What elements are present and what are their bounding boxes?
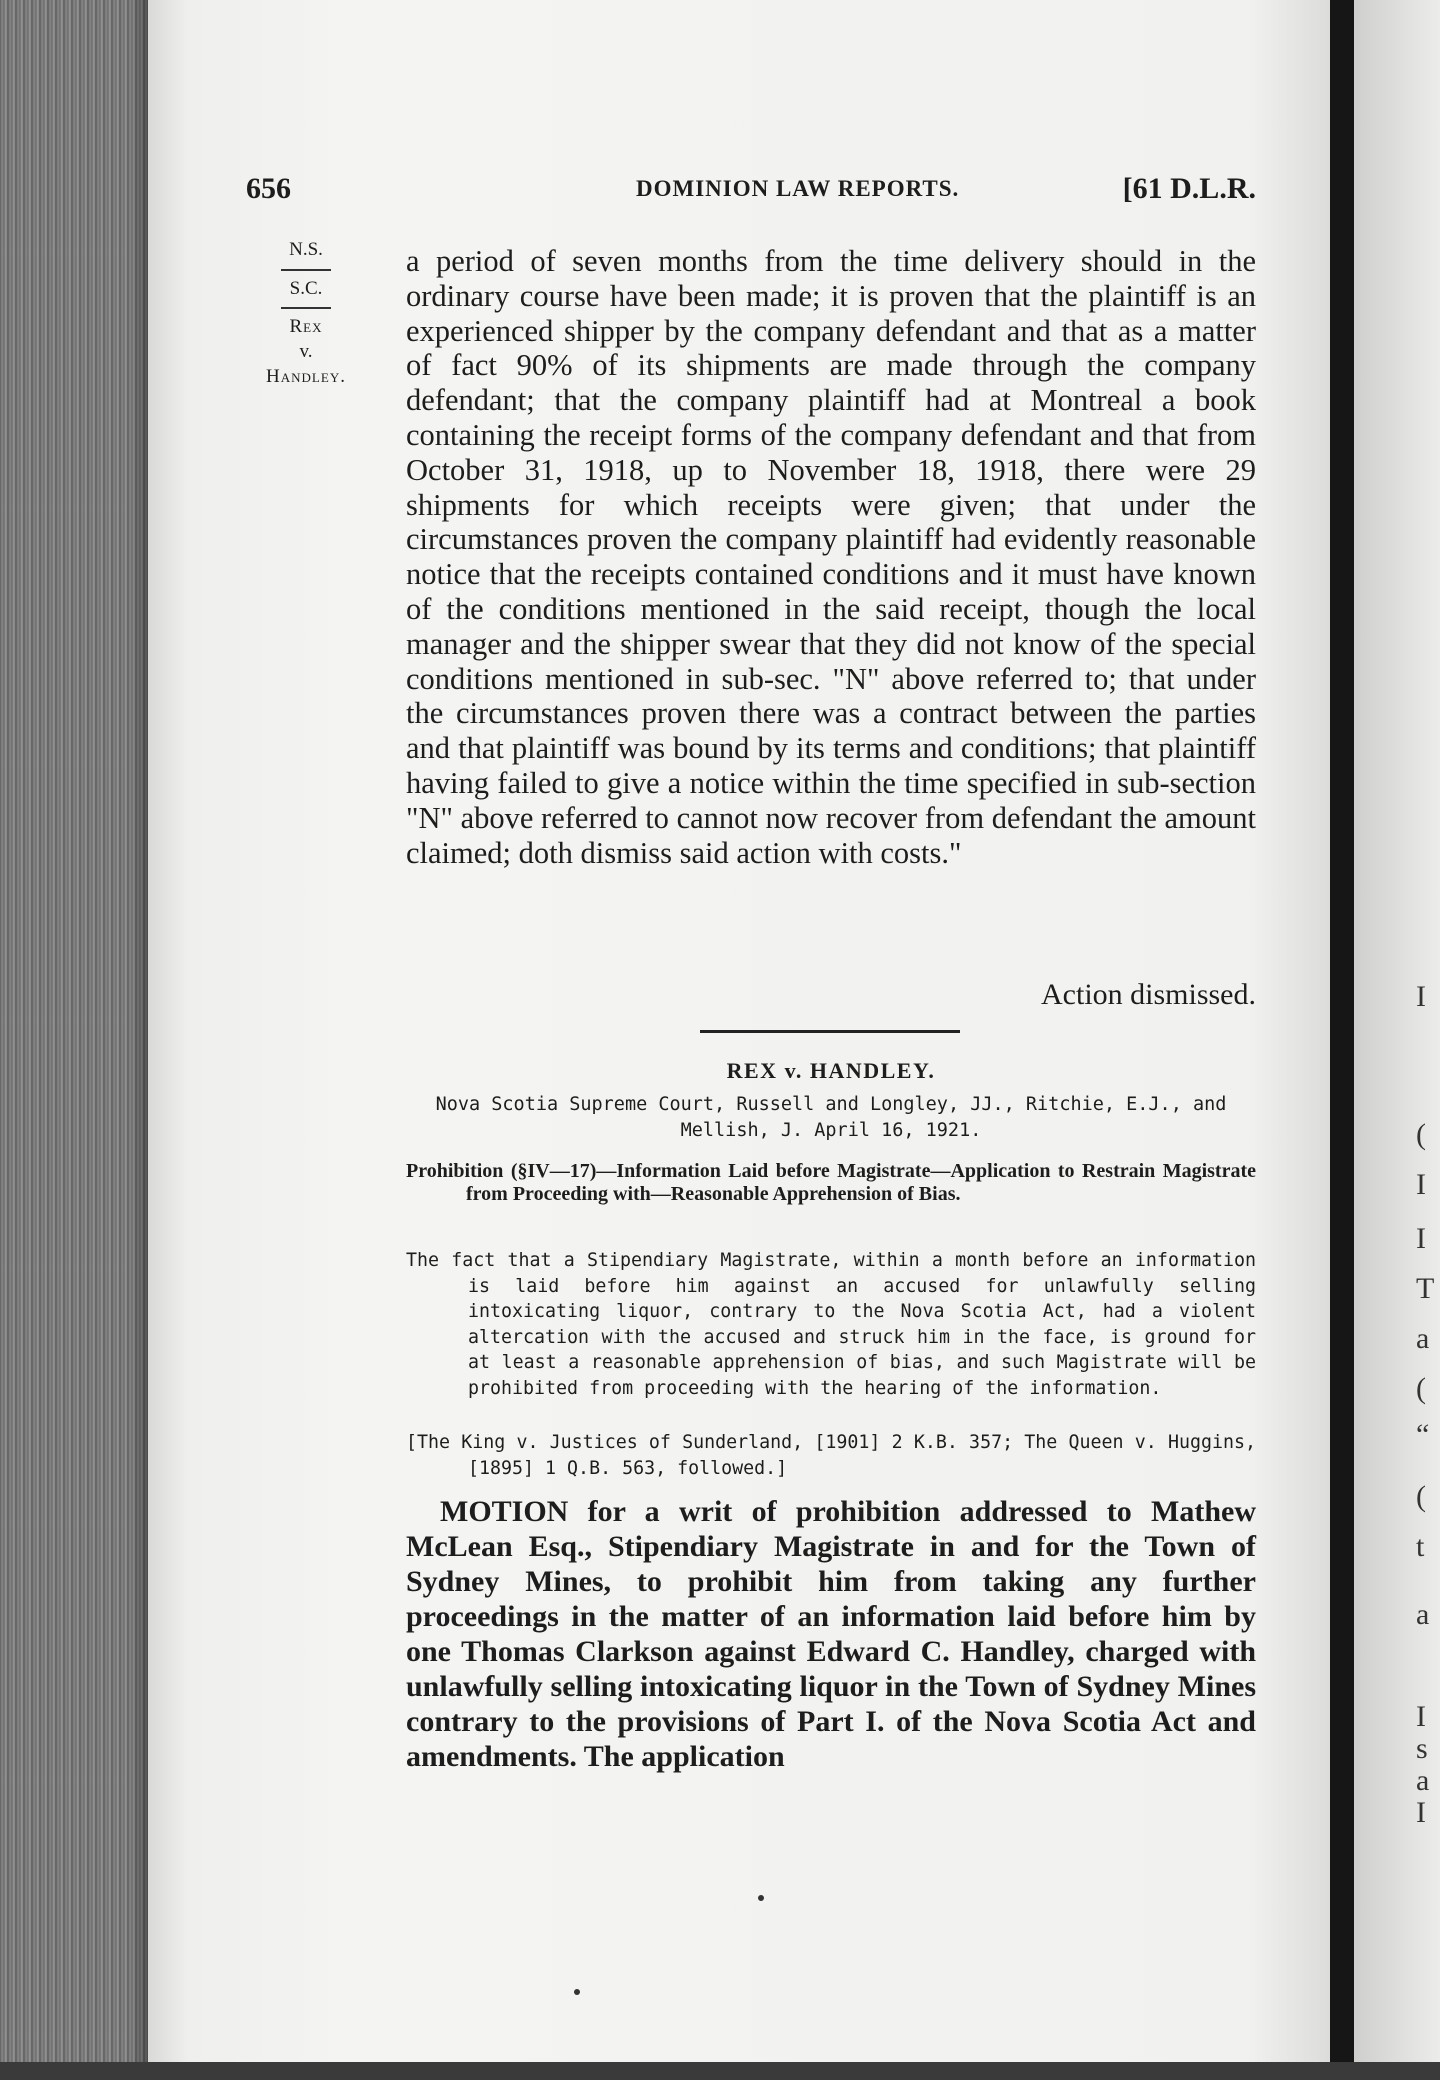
facing-page-fragment: I <box>1416 980 1426 1013</box>
journal-title: DOMINION LAW REPORTS. <box>636 176 960 201</box>
facing-page-fragment: a <box>1416 1322 1430 1355</box>
facing-page-fragment: I <box>1416 1700 1426 1733</box>
section-divider <box>700 1030 960 1033</box>
margin-case-name: Handley. <box>266 365 346 387</box>
page-number: 656 <box>246 172 291 205</box>
margin-rule <box>281 307 331 309</box>
motion-paragraph: MOTION for a writ of prohibition addressed to Mathew McLean Esq., Stipendiary Magistrate in and for the Town of Sydney Mines, to prohibit him from taking any further proceedings in the matter of an information laid before him by one Thomas Clarkson against Edward C. Handley, charged with unlawfully selling intoxicating liquor in the Town of Sydney Mines contrary to the provisions of Part I. of the Nova Scotia Act and amendments. The application <box>406 1495 1256 1773</box>
facing-page-fragment: I <box>1416 1222 1426 1255</box>
facing-page-edge <box>1354 0 1440 2080</box>
facing-page-fragment: I <box>1416 1796 1426 1829</box>
volume-reference: [61 D.L.R. <box>1122 172 1256 205</box>
facing-page-fragment: t <box>1416 1530 1425 1563</box>
authorities-cited: [The King v. Justices of Sunderland, [1901] 2 K.B. 357; The Queen v. Huggins, [1895] 1 Q.B. 563, followed.] <box>406 1432 1256 1479</box>
scan-border <box>0 2062 1440 2080</box>
margin-court: S.C. <box>289 277 323 299</box>
facing-page-fragment: ( <box>1416 1118 1426 1151</box>
margin-note <box>246 238 366 389</box>
margin-rule <box>281 269 331 271</box>
facing-page-fragment: I <box>1416 1168 1426 1201</box>
facing-page-fragment: a <box>1416 1598 1430 1631</box>
margin-case-name: Rex <box>289 316 323 338</box>
headnote-catchwords: Prohibition (§IV—17)—Information Laid before Magistrate—Application to Restrain Magistrate from Proceeding with—Reasonable Apprehension of Bias. <box>406 1160 1256 1205</box>
facing-page-fragment: a <box>1416 1764 1430 1797</box>
page-edges <box>0 0 148 2080</box>
margin-case-versus: v. <box>299 341 313 363</box>
facing-page-fragment: “ <box>1416 1418 1430 1451</box>
verdict: Action dismissed. <box>1041 978 1256 1011</box>
body-text <box>406 244 1256 870</box>
book-gutter <box>1330 0 1354 2080</box>
facing-page-fragment: ( <box>1416 1372 1426 1405</box>
case-title: REX v. HANDLEY. <box>726 1058 936 1083</box>
running-head <box>246 172 1256 212</box>
body-paragraph: a period of seven months from the time delivery should in the ordinary course have been made; it is proven that the plaintiff is an experienced shipper by the company defendant and that as a matter of fact 90% of its shipments are made through the company defendant; that the company plaintiff had at Montreal a book containing the receipt forms of the company defendant and that from October 31, 1918, up to November 18, 1918, there were 29 shipments for which receipts were given; that under the circumstances proven the company plaintiff had evidently reasonable notice that the receipts contained conditions and it must have known of the conditions mentioned in the said receipt, though the local manager and the shipper swear that they did not know of the special conditions mentioned in sub-sec. "N" above referred to; that under the circumstances proven there was a contract between the parties and that plaintiff was bound by its terms and conditions; that plaintiff having failed to give a notice within the time specified in sub-section "N" above referred to cannot now recover from defendant the amount claimed; doth dismiss said action with costs." <box>406 244 1256 870</box>
facing-page-fragment: s <box>1416 1732 1428 1765</box>
facing-page-fragment: T <box>1416 1272 1435 1305</box>
court-and-date: Nova Scotia Supreme Court, Russell and Longley, JJ., Ritchie, E.J., and Mellish, J. April 16, 1921. <box>435 1094 1227 1141</box>
facing-page-fragment: ( <box>1416 1480 1426 1513</box>
margin-province: N.S. <box>289 239 323 260</box>
headnote-holding: The fact that a Stipendiary Magistrate, within a month before an information is laid before him against an accused for unlawfully selling intoxicating liquor, contrary to the Nova Scotia Act, had a violent altercation with the accused and struck him in the face, is ground for at least a reasonable apprehension of bias, and such Magistrate will be prohibited from proceeding with the hearing of the information. <box>406 1250 1256 1399</box>
